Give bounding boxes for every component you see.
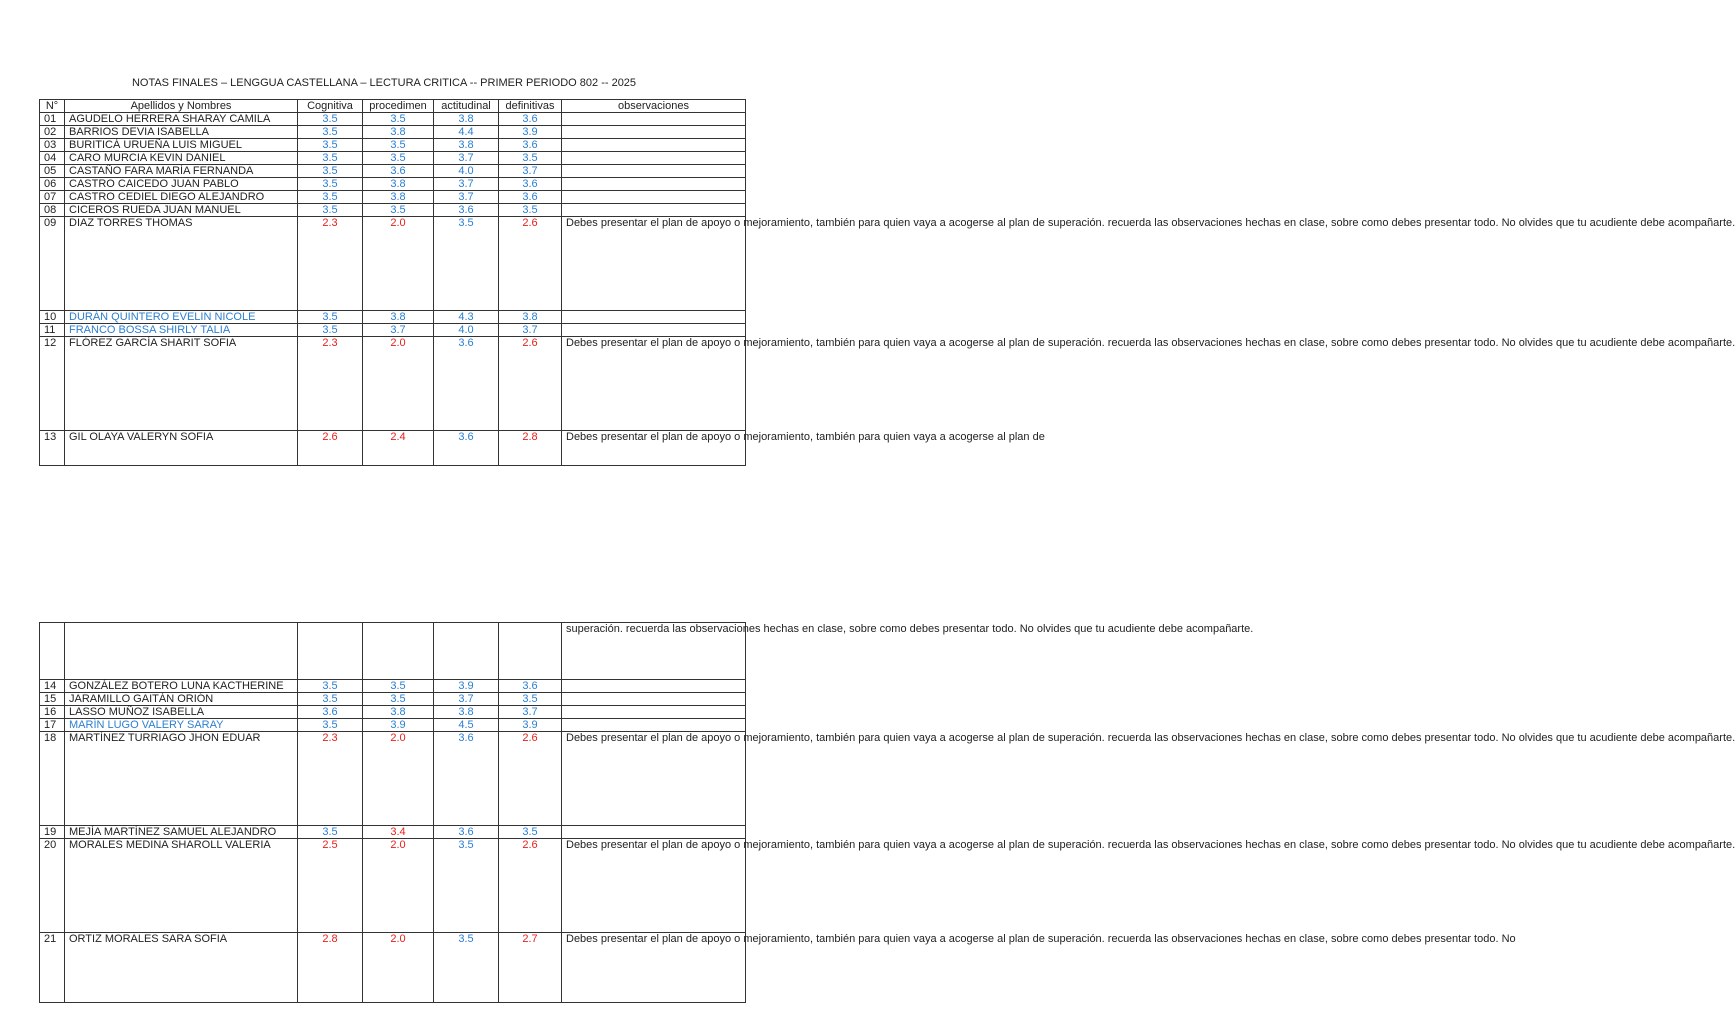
grade-cognitiva: 2.8 <box>298 933 363 1003</box>
grade-definitiva: 3.9 <box>499 126 562 139</box>
grade-definitiva: 2.6 <box>499 217 562 311</box>
grades-table-page-2 <box>39 622 1735 1003</box>
header-row <box>40 100 746 113</box>
grade-actitudinal <box>434 623 499 680</box>
grade-procedimental: 3.5 <box>363 204 434 217</box>
student-name: CASTRO CAICEDO JUAN PABLO <box>65 178 298 191</box>
header-actitudinal: actitudinal <box>434 100 499 113</box>
observation-text: superación. recuerda las observaciones hechas en clase, sobre como debes presentar todo. No olvides que tu acudiente debe acompañarte. <box>562 623 746 680</box>
grade-cognitiva: 2.3 <box>298 337 363 431</box>
student-row <box>40 191 746 204</box>
observation-text <box>562 719 746 732</box>
student-number: 12 <box>40 337 65 431</box>
student-row <box>40 311 746 324</box>
student-name <box>65 623 298 680</box>
header-cognitiva: Cognitiva <box>298 100 363 113</box>
student-name: BURITICÁ URUEÑA LUIS MIGUEL <box>65 139 298 152</box>
student-number: 05 <box>40 165 65 178</box>
grade-procedimental <box>363 623 434 680</box>
grade-cognitiva: 3.5 <box>298 191 363 204</box>
observation-text: Debes presentar el plan de apoyo o mejoramiento, también para quien vaya a acogerse al plan de superación. recuerda las observaciones hechas en clase, sobre como debes presentar todo. No <box>562 933 746 1003</box>
grade-cognitiva: 2.3 <box>298 217 363 311</box>
grade-procedimental: 3.8 <box>363 126 434 139</box>
grade-procedimental: 3.8 <box>363 178 434 191</box>
grade-procedimental: 3.5 <box>363 139 434 152</box>
grade-definitiva: 2.6 <box>499 732 562 826</box>
grade-cognitiva: 3.5 <box>298 324 363 337</box>
header-observaciones: observaciones <box>562 100 746 113</box>
grade-procedimental: 3.5 <box>363 113 434 126</box>
student-row <box>40 139 746 152</box>
grade-definitiva: 3.6 <box>499 139 562 152</box>
grade-definitiva: 3.5 <box>499 204 562 217</box>
grade-actitudinal: 3.5 <box>434 217 499 311</box>
student-row <box>40 324 746 337</box>
grade-actitudinal: 3.7 <box>434 693 499 706</box>
grade-definitiva: 3.9 <box>499 719 562 732</box>
header-name: Apellidos y Nombres <box>65 100 298 113</box>
student-row <box>40 839 746 933</box>
student-row <box>40 826 746 839</box>
student-name: ORTIZ MORALES SARA SOFIA <box>65 933 298 1003</box>
grade-procedimental: 3.7 <box>363 324 434 337</box>
grade-procedimental: 2.0 <box>363 217 434 311</box>
student-name: CARO MURCIA KEVIN DANIEL <box>65 152 298 165</box>
grade-actitudinal: 4.5 <box>434 719 499 732</box>
grade-cognitiva: 3.5 <box>298 126 363 139</box>
student-number: 20 <box>40 839 65 933</box>
grade-actitudinal: 3.7 <box>434 191 499 204</box>
student-number: 21 <box>40 933 65 1003</box>
grade-actitudinal: 3.8 <box>434 139 499 152</box>
grade-cognitiva: 3.5 <box>298 152 363 165</box>
student-number: 09 <box>40 217 65 311</box>
student-number: 15 <box>40 693 65 706</box>
student-number: 07 <box>40 191 65 204</box>
grades-table-page-1 <box>39 99 1735 466</box>
observation-text: Debes presentar el plan de apoyo o mejoramiento, también para quien vaya a acogerse al plan de <box>562 431 746 466</box>
observation-text <box>562 324 746 337</box>
observation-text <box>562 152 746 165</box>
student-number: 16 <box>40 706 65 719</box>
grade-cognitiva: 3.5 <box>298 719 363 732</box>
grade-procedimental: 2.0 <box>363 732 434 826</box>
student-row <box>40 204 746 217</box>
student-number: 03 <box>40 139 65 152</box>
grade-cognitiva: 3.5 <box>298 311 363 324</box>
student-row <box>40 178 746 191</box>
grade-actitudinal: 4.0 <box>434 165 499 178</box>
header-definitivas: definitivas <box>499 100 562 113</box>
observation-text: Debes presentar el plan de apoyo o mejoramiento, también para quien vaya a acogerse al plan de superación. recuerda las observaciones hechas en clase, sobre como debes presentar todo. No olvides que tu acudiente debe acompañarte. <box>562 732 746 826</box>
student-row <box>40 152 746 165</box>
student-name: MARTÍNEZ TURRIAGO JHON EDUAR <box>65 732 298 826</box>
grade-cognitiva: 2.6 <box>298 431 363 466</box>
observation-text <box>562 178 746 191</box>
grade-actitudinal: 4.4 <box>434 126 499 139</box>
grade-actitudinal: 4.0 <box>434 324 499 337</box>
grade-cognitiva: 3.5 <box>298 680 363 693</box>
student-row <box>40 706 746 719</box>
observation-text <box>562 126 746 139</box>
student-row <box>40 623 746 680</box>
student-name: DIAZ TORRES THOMAS <box>65 217 298 311</box>
grade-cognitiva: 3.5 <box>298 826 363 839</box>
student-name: MARÍN LUGO VALERY SARAY <box>65 719 298 732</box>
grade-cognitiva: 3.5 <box>298 139 363 152</box>
student-name: CASTAÑO FARA MARÍA FERNANDA <box>65 165 298 178</box>
observation-text: Debes presentar el plan de apoyo o mejoramiento, también para quien vaya a acogerse al plan de superación. recuerda las observaciones hechas en clase, sobre como debes presentar todo. No olvides que tu acudiente debe acompañarte. <box>562 839 746 933</box>
grade-cognitiva: 2.3 <box>298 732 363 826</box>
grade-actitudinal: 4.3 <box>434 311 499 324</box>
grade-actitudinal: 3.7 <box>434 178 499 191</box>
student-row <box>40 680 746 693</box>
observation-text: Debes presentar el plan de apoyo o mejoramiento, también para quien vaya a acogerse al plan de superación. recuerda las observaciones hechas en clase, sobre como debes presentar todo. No olvides que tu acudiente debe acompañarte. <box>562 217 746 311</box>
grade-actitudinal: 3.8 <box>434 113 499 126</box>
grade-procedimental: 3.9 <box>363 719 434 732</box>
student-row <box>40 719 746 732</box>
grade-definitiva: 3.5 <box>499 152 562 165</box>
grade-definitiva: 3.5 <box>499 826 562 839</box>
grade-cognitiva: 2.5 <box>298 839 363 933</box>
grade-actitudinal: 3.6 <box>434 826 499 839</box>
grade-definitiva: 3.7 <box>499 324 562 337</box>
student-name: GIL OLAYA VALERYN SOFIA <box>65 431 298 466</box>
grade-procedimental: 2.0 <box>363 839 434 933</box>
grade-definitiva: 2.7 <box>499 933 562 1003</box>
grade-procedimental: 3.8 <box>363 191 434 204</box>
student-row <box>40 431 746 466</box>
student-name: JARAMILLO GAITÁN ORIÓN <box>65 693 298 706</box>
student-row <box>40 337 746 431</box>
student-number: 11 <box>40 324 65 337</box>
grade-actitudinal: 3.6 <box>434 431 499 466</box>
grade-definitiva: 2.6 <box>499 839 562 933</box>
student-name: CASTRO CEDIEL DIEGO ALEJANDRO <box>65 191 298 204</box>
student-number: 06 <box>40 178 65 191</box>
student-name: AGUDELO HERRERA SHARAY CAMILA <box>65 113 298 126</box>
observation-text <box>562 706 746 719</box>
observation-text <box>562 204 746 217</box>
grade-definitiva: 3.6 <box>499 113 562 126</box>
grade-actitudinal: 3.6 <box>434 337 499 431</box>
grade-procedimental: 3.5 <box>363 693 434 706</box>
student-name: DURÁN QUINTERO EVELIN NICOLE <box>65 311 298 324</box>
grade-cognitiva: 3.5 <box>298 113 363 126</box>
grade-actitudinal: 3.6 <box>434 204 499 217</box>
student-number: 19 <box>40 826 65 839</box>
student-name: FLÓREZ GARCÍA SHARIT SOFIA <box>65 337 298 431</box>
student-number: 01 <box>40 113 65 126</box>
student-row <box>40 113 746 126</box>
grade-definitiva: 3.7 <box>499 706 562 719</box>
student-row <box>40 165 746 178</box>
grade-cognitiva: 3.5 <box>298 204 363 217</box>
observation-text <box>562 113 746 126</box>
student-row <box>40 933 746 1003</box>
observation-text <box>562 826 746 839</box>
grade-actitudinal: 3.9 <box>434 680 499 693</box>
observation-text <box>562 693 746 706</box>
document-title: NOTAS FINALES – LENGGUA CASTELLANA – LECTURA CRITICA -- PRIMER PERIODO 802 -- 2025 <box>131 77 637 89</box>
grade-actitudinal: 3.8 <box>434 706 499 719</box>
student-number <box>40 623 65 680</box>
student-number: 13 <box>40 431 65 466</box>
student-name: MEJÍA MARTÍNEZ SAMUEL ALEJANDRO <box>65 826 298 839</box>
grade-procedimental: 3.6 <box>363 165 434 178</box>
observation-text <box>562 680 746 693</box>
student-row <box>40 732 746 826</box>
student-number: 17 <box>40 719 65 732</box>
student-number: 08 <box>40 204 65 217</box>
grade-definitiva <box>499 623 562 680</box>
student-name: BARRIOS DEVIA ISABELLA <box>65 126 298 139</box>
student-name: MORALES MEDINA SHAROLL VALERIA <box>65 839 298 933</box>
grade-procedimental: 2.0 <box>363 933 434 1003</box>
grade-procedimental: 3.8 <box>363 706 434 719</box>
student-row <box>40 217 746 311</box>
student-number: 02 <box>40 126 65 139</box>
grade-actitudinal: 3.5 <box>434 839 499 933</box>
student-number: 18 <box>40 732 65 826</box>
grade-actitudinal: 3.6 <box>434 732 499 826</box>
grade-procedimental: 3.5 <box>363 152 434 165</box>
grade-definitiva: 3.8 <box>499 311 562 324</box>
header-procedimental: procedimen <box>363 100 434 113</box>
grade-definitiva: 2.6 <box>499 337 562 431</box>
student-row <box>40 126 746 139</box>
grade-cognitiva: 3.5 <box>298 165 363 178</box>
observation-text: Debes presentar el plan de apoyo o mejoramiento, también para quien vaya a acogerse al plan de superación. recuerda las observaciones hechas en clase, sobre como debes presentar todo. No olvides que tu acudiente debe acompañarte. <box>562 337 746 431</box>
grade-procedimental: 3.8 <box>363 311 434 324</box>
grade-definitiva: 3.6 <box>499 680 562 693</box>
grade-procedimental: 3.5 <box>363 680 434 693</box>
student-name: LASSO MUÑOZ ISABELLA <box>65 706 298 719</box>
student-name: CICEROS RUEDA JUAN MANUEL <box>65 204 298 217</box>
observation-text <box>562 165 746 178</box>
observation-text <box>562 139 746 152</box>
grade-definitiva: 2.8 <box>499 431 562 466</box>
student-number: 14 <box>40 680 65 693</box>
student-number: 04 <box>40 152 65 165</box>
student-number: 10 <box>40 311 65 324</box>
observation-text <box>562 191 746 204</box>
grade-definitiva: 3.5 <box>499 693 562 706</box>
grade-cognitiva: 3.5 <box>298 178 363 191</box>
grade-cognitiva <box>298 623 363 680</box>
header-number: N° <box>40 100 65 113</box>
grade-actitudinal: 3.5 <box>434 933 499 1003</box>
observation-text <box>562 311 746 324</box>
student-name: GONZÁLEZ BOTERO LUNA KACTHERINE <box>65 680 298 693</box>
grade-definitiva: 3.6 <box>499 191 562 204</box>
grade-definitiva: 3.6 <box>499 178 562 191</box>
grade-procedimental: 3.4 <box>363 826 434 839</box>
student-row <box>40 693 746 706</box>
grade-procedimental: 2.4 <box>363 431 434 466</box>
grade-cognitiva: 3.5 <box>298 693 363 706</box>
grade-definitiva: 3.7 <box>499 165 562 178</box>
grade-procedimental: 2.0 <box>363 337 434 431</box>
grade-cognitiva: 3.6 <box>298 706 363 719</box>
student-name: FRANCO BOSSA SHIRLY TALIA <box>65 324 298 337</box>
grade-actitudinal: 3.7 <box>434 152 499 165</box>
